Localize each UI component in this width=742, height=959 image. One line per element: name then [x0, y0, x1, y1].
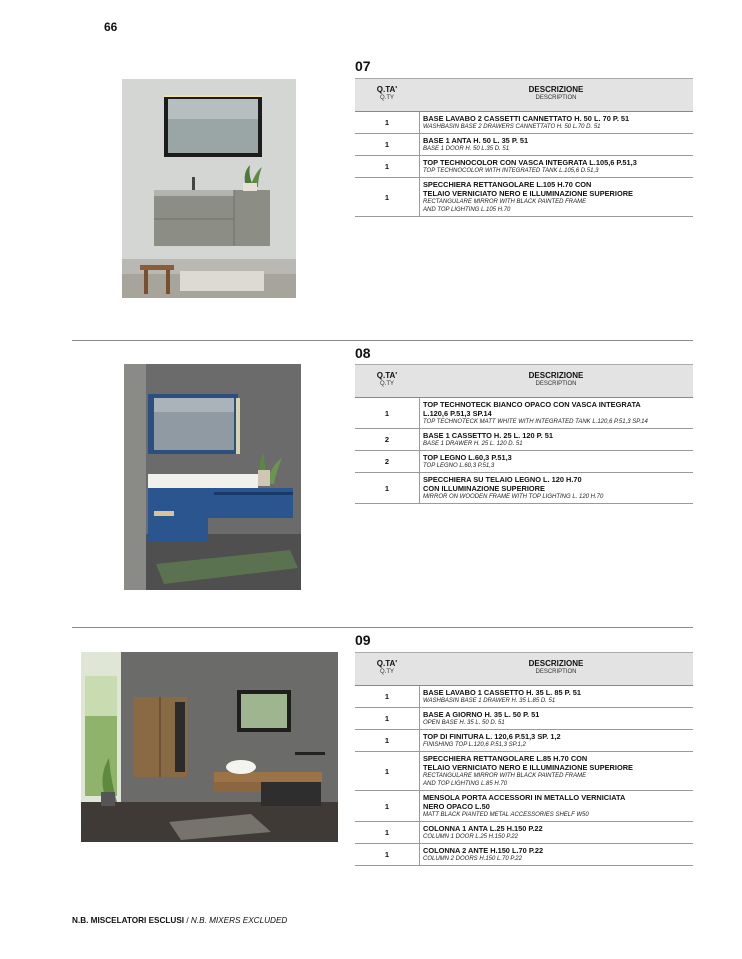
desc-en: COLUMN 1 DOOR L.25 H.150 P.22 — [423, 834, 518, 840]
desc-header-it: DESCRIZIONE — [528, 659, 584, 668]
desc-en: RECTANGULARE MIRROR WITH BLACK PAINTED FRAME AND TOP LIGHTING L.105 H.70 — [423, 199, 587, 213]
row-description — [420, 730, 693, 751]
product-table-09 — [355, 652, 693, 866]
desc-it: MENSOLA PORTA ACCESSORI IN METALLO VERNICIATA NERO OPACO L.50 — [423, 793, 626, 811]
desc-it: TOP LEGNO L.60,3 P.51,3 — [423, 453, 512, 462]
qty-header — [355, 653, 419, 685]
footer-note-en: N.B. MIXERS EXCLUDED — [190, 916, 288, 925]
qty-header-en: Q.TY — [379, 381, 394, 387]
table-row — [355, 156, 693, 178]
table-row — [355, 730, 693, 752]
desc-it: BASE 1 ANTA H. 50 L. 35 P. 51 — [423, 136, 529, 145]
product-table-08 — [355, 364, 693, 504]
row-description — [420, 822, 693, 843]
qty-header-it: Q.TA' — [376, 659, 398, 668]
table-row — [355, 134, 693, 156]
row-qty: 1 — [355, 822, 420, 843]
desc-it: BASE LAVABO 1 CASSETTO H. 35 L. 85 P. 51 — [423, 688, 581, 697]
desc-it: BASE LAVABO 2 CASSETTI CANNETTATO H. 50 L. 70 P. 51 — [423, 114, 630, 123]
section-number-07: 07 — [355, 58, 371, 74]
row-description — [420, 752, 693, 790]
row-qty: 2 — [355, 429, 420, 450]
row-qty: 1 — [355, 112, 420, 133]
desc-it: SPECCHIERA RETTANGOLARE L.85 H.70 CON TELAIO VERNICIATO NERO E ILLUMINAZIONE SUPERIORE — [423, 754, 633, 772]
desc-en: FINISHING TOP L.120,6 P.51,3 SP.1,2 — [423, 742, 526, 748]
bathroom-scene-08 — [124, 364, 301, 590]
page-number: 66 — [104, 20, 118, 34]
row-qty: 1 — [355, 178, 420, 216]
desc-it: COLONNA 1 ANTA L.25 H.150 P.22 — [423, 824, 543, 833]
table-row — [355, 473, 693, 504]
product-photo-09 — [81, 652, 338, 842]
row-qty: 1 — [355, 473, 420, 503]
row-qty: 1 — [355, 686, 420, 707]
table-header — [355, 78, 693, 112]
row-description — [420, 156, 693, 177]
desc-en: BASE 1 DOOR H. 50 L.35 D. 51 — [423, 146, 510, 152]
desc-en: WASHBASIN BASE 2 DRAWERS CANNETTATO H. 50 L.70 D. 51 — [423, 124, 601, 130]
desc-en: RECTANGULARE MIRROR WITH BLACK PAINTED FRAME AND TOP LIGHTING L.85 H.70 — [423, 773, 587, 787]
desc-header-it: DESCRIZIONE — [528, 371, 584, 380]
table-row — [355, 429, 693, 451]
section-number-09: 09 — [355, 632, 371, 648]
desc-en: BASE 1 DRAWER H. 25 L. 120 D. 51 — [423, 441, 523, 447]
desc-header — [419, 79, 693, 111]
desc-header-en: DESCRIPTION — [535, 669, 577, 675]
desc-header-en: DESCRIPTION — [535, 95, 577, 101]
desc-it: COLONNA 2 ANTE H.150 L.70 P.22 — [423, 846, 544, 855]
desc-it: TOP TECHNOTECK BIANCO OPACO CON VASCA INTEGRATA L.120,6 P.51,3 SP.14 — [423, 400, 641, 418]
desc-en: OPEN BASE H. 35 L. 50 D. 51 — [423, 720, 505, 726]
table-row — [355, 398, 693, 429]
row-description — [420, 844, 693, 865]
section-number-08: 08 — [355, 345, 371, 361]
desc-header — [419, 365, 693, 397]
desc-en: TOP TECHNOCOLOR WITH INTEGRATED TANK L.105,6 D.51,3 — [423, 168, 599, 174]
desc-header-en: DESCRIPTION — [535, 381, 577, 387]
footer-note — [72, 916, 287, 925]
table-row — [355, 791, 693, 822]
section-divider — [72, 340, 693, 341]
desc-header — [419, 653, 693, 685]
bathroom-scene-07 — [122, 79, 296, 298]
desc-it: BASE 1 CASSETTO H. 25 L. 120 P. 51 — [423, 431, 553, 440]
desc-en: MIRROR ON WOODEN FRAME WITH TOP LIGHTING L. 120 H.70 — [423, 494, 604, 500]
bathroom-scene-09 — [81, 652, 338, 842]
footer-note-it: N.B. MISCELATORI ESCLUSI — [72, 916, 185, 925]
table-row — [355, 708, 693, 730]
qty-header-it: Q.TA' — [376, 371, 398, 380]
table-row — [355, 112, 693, 134]
footer-separator: / — [184, 916, 191, 925]
row-description — [420, 134, 693, 155]
section-divider — [72, 627, 693, 628]
desc-en: WASHBASIN BASE 1 DRAWER H. 35 L.85 D. 51 — [423, 698, 556, 704]
table-row — [355, 178, 693, 217]
row-qty: 1 — [355, 791, 420, 821]
row-description — [420, 398, 693, 428]
qty-header-en: Q.TY — [379, 95, 394, 101]
row-description — [420, 791, 693, 821]
row-description — [420, 473, 693, 503]
row-qty: 1 — [355, 844, 420, 865]
row-description — [420, 686, 693, 707]
table-row — [355, 451, 693, 473]
row-description — [420, 451, 693, 472]
desc-en: MATT BLACK PIANTED METAL ACCESSORIES SHELF W50 — [423, 812, 589, 818]
product-photo-08 — [124, 364, 301, 590]
row-qty: 2 — [355, 451, 420, 472]
table-header — [355, 652, 693, 686]
row-qty: 1 — [355, 134, 420, 155]
row-description — [420, 112, 693, 133]
table-row — [355, 844, 693, 866]
table-row — [355, 752, 693, 791]
desc-it: TOP TECHNOCOLOR CON VASCA INTEGRATA L.105,6 P.51,3 — [423, 158, 637, 167]
table-header — [355, 364, 693, 398]
qty-header — [355, 79, 419, 111]
table-row — [355, 686, 693, 708]
desc-it: TOP DI FINITURA L. 120,6 P.51,3 SP. 1,2 — [423, 732, 561, 741]
row-qty: 1 — [355, 398, 420, 428]
qty-header-it: Q.TA' — [376, 85, 398, 94]
desc-en: COLUMN 2 DOORS H.150 L.70 P.22 — [423, 856, 522, 862]
row-qty: 1 — [355, 752, 420, 790]
desc-it: BASE A GIORNO H. 35 L. 50 P. 51 — [423, 710, 540, 719]
row-description — [420, 178, 693, 216]
table-row — [355, 822, 693, 844]
desc-header-it: DESCRIZIONE — [528, 85, 584, 94]
row-qty: 1 — [355, 708, 420, 729]
product-table-07 — [355, 78, 693, 217]
row-qty: 1 — [355, 156, 420, 177]
desc-it: SPECCHIERA SU TELAIO LEGNO L. 120 H.70 CON ILLUMINAZIONE SUPERIORE — [423, 475, 582, 493]
desc-en: TOP TECHNOTECK MATT WHITE WITH INTEGRATED TANK L.120,6 P.51,3 SP.14 — [423, 419, 648, 425]
desc-it: SPECCHIERA RETTANGOLARE L.105 H.70 CON TELAIO VERNICIATO NERO E ILLUMINAZIONE SUPERIORE — [423, 180, 633, 198]
product-photo-07 — [122, 79, 296, 298]
desc-en: TOP LEGNO L.60,3 P.51,3 — [423, 463, 495, 469]
qty-header — [355, 365, 419, 397]
row-description — [420, 708, 693, 729]
row-description — [420, 429, 693, 450]
qty-header-en: Q.TY — [379, 669, 394, 675]
row-qty: 1 — [355, 730, 420, 751]
